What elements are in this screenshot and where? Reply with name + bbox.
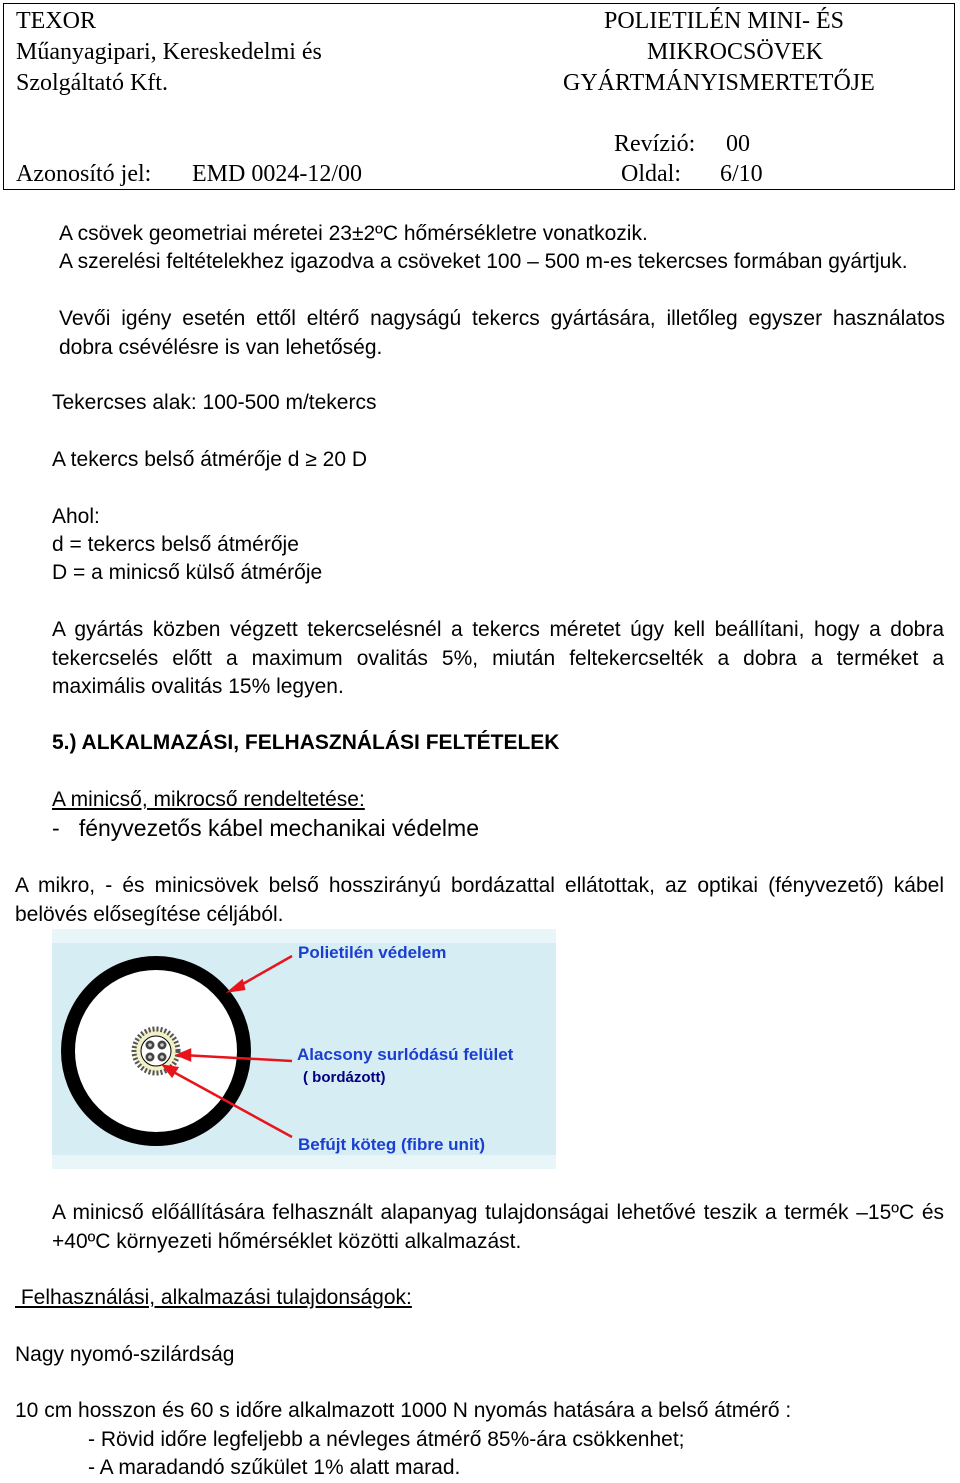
purpose-label: A minicső, mikrocső rendeltetése: (52, 788, 365, 811)
document-title-line-3: GYÁRTMÁNYISMERTETŐJE (563, 70, 875, 96)
label-fibre-unit: Befújt köteg (fibre unit) (298, 1135, 485, 1154)
page-number: 6/10 (720, 161, 763, 187)
ribbing-paragraph: A mikro, - és minicsövek belső hosszirányú bordázattal ellátottak, az optikai (fényvezető) kábel belövés elősegítése céljából. (15, 874, 944, 926)
company-type-line: Műanyagipari, Kereskedelmi és (16, 39, 322, 65)
temperature-paragraph: A minicső előállítására felhasznált alapanyag tulajdonságai lehetővé teszik a termék –15ºC és +40ºC környezeti hőmérséklet közötti alkalmazást. (52, 1201, 944, 1253)
requirement-item-1: - Rövid időre legfeljebb a névleges átmérő 85%-ára csökkenhet; (88, 1428, 685, 1451)
purpose-item: - fényvezetős kábel mechanikai védelme (52, 815, 479, 841)
document-header (3, 3, 955, 190)
compression-test-line: 10 cm hosszon és 60 s időre alkalmazott 1000 N nyomás hatására a belső átmérő : (15, 1399, 792, 1422)
company-name: TEXOR (16, 8, 96, 34)
compressive-strength-heading: Nagy nyomó-szilárdság (15, 1343, 235, 1366)
id-value: EMD 0024-12/00 (192, 161, 362, 187)
section-heading: 5.) ALKALMAZÁSI, FELHASZNÁLÁSI FELTÉTELEK (52, 731, 560, 754)
label-ribbed: ( bordázott) (303, 1069, 386, 1086)
where-label: Ahol: (52, 505, 100, 528)
document-title-line-1: POLIETILÉN MINI- ÉS (604, 8, 844, 34)
d-definition: d = tekercs belső átmérője (52, 533, 299, 556)
company-type-line-2: Szolgáltató Kft. (16, 70, 168, 96)
label-polyethylene-protection: Polietilén védelem (298, 943, 447, 962)
D-definition: D = a minicső külső átmérője (52, 561, 323, 584)
properties-heading: Felhasználási, alkalmazási tulajdonságok: (15, 1286, 412, 1309)
coil-length-paragraph: A szerelési feltételekhez igazodva a csöveket 100 – 500 m-es tekercses formában gyártjuk. (59, 250, 908, 273)
id-label: Azonosító jel: (16, 161, 152, 187)
ovality-paragraph: A gyártás közben végzett tekercselésnél a tekercs méretet úgy kell beállítani, hogy a dobra tekercselés előtt a maximum ovalitás 5%, miután feltekercselték a dobra a terméket a maximális ovalitás 15% legyen. (52, 618, 944, 698)
coil-inner-diameter: A tekercs belső átmérője d ≥ 20 D (52, 448, 368, 471)
document-title-line-2: MIKROCSÖVEK (647, 39, 824, 65)
revision-value: 00 (726, 131, 750, 157)
requirement-item-2: - A maradandó szűkület 1% alatt marad. (88, 1456, 461, 1479)
microduct-cross-section-figure (52, 929, 556, 1169)
page-label: Oldal: (621, 161, 681, 187)
label-low-friction-surface: Alacsony surlódású felület (297, 1045, 514, 1064)
custom-coil-paragraph: Vevői igény esetén ettől eltérő nagyságú tekercs gyártására, illetőleg egyszer használatos dobra csévélésre is van lehetőség. (59, 307, 945, 359)
geometry-note: A csövek geometriai méretei 23±2ºC hőmérsékletre vonatkozik. (59, 222, 648, 245)
coil-form: Tekercses alak: 100-500 m/tekercs (52, 391, 377, 414)
revision-label: Revízió: (614, 131, 696, 157)
